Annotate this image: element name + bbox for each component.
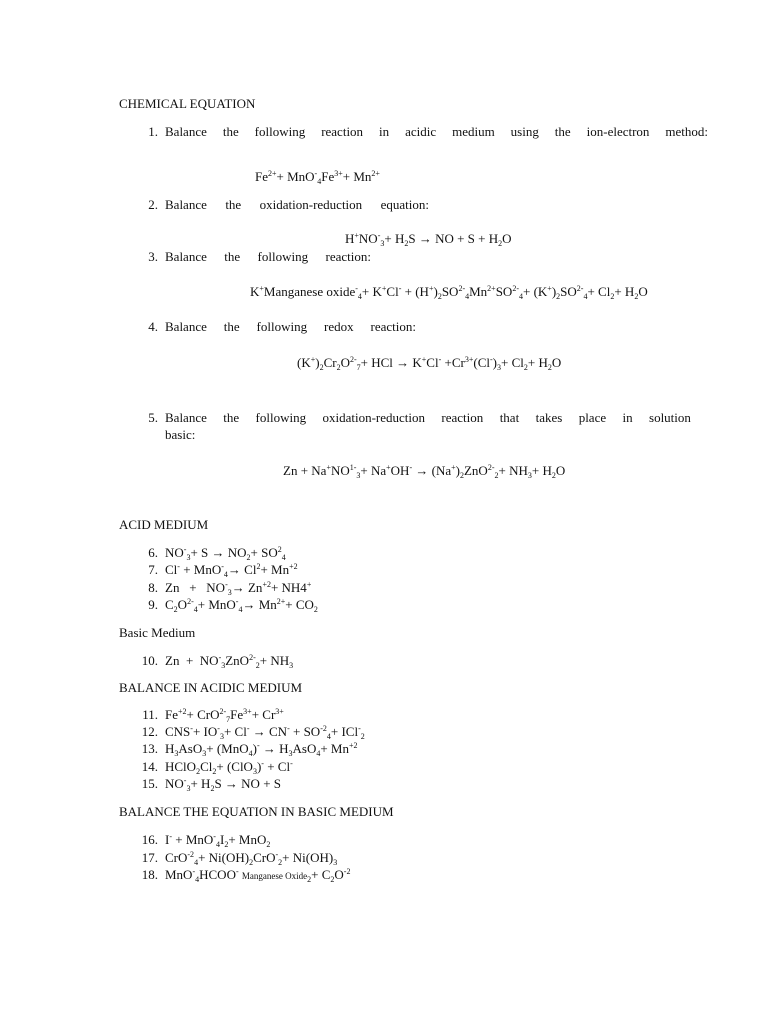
item-number: 12.	[141, 724, 158, 739]
equation-13: $H_3AsO_3+ (MnO_4)^- \to H_3AsO_4+ Mn^{+2}$	[165, 741, 358, 758]
equation-10: $Zn + NO^-_3ZnO^{2-}_2+ NH_3$	[165, 653, 294, 670]
item-number: 18.	[141, 867, 158, 882]
question-5-text: Balance the following oxidation-reduction reaction that takes place in solution	[165, 410, 691, 425]
section-heading-basic-medium: Basic Medium	[119, 625, 196, 640]
question-number: 3.	[148, 249, 158, 264]
equation-3: K+Manganese oxide-$_4$+ $K^+Cl^- + (H^+)_2SO^{2-}_4Mn^{2+}SO^{2-}_4+ (K^+)_2SO^{2-}_4+ Cl_2+ H_2O$	[250, 284, 648, 301]
item-number: 13.	[141, 741, 158, 756]
item-number: 17.	[141, 850, 158, 865]
item-number: 11.	[142, 707, 158, 722]
equation-18: MnO-$_4$HCOO- Manganese Oxide$_2$+ $C_2O^{-2}$	[165, 867, 351, 884]
item-number: 15.	[141, 776, 158, 791]
item-number: 10.	[141, 653, 158, 668]
equation-6: $NO^-_3+ S \to NO_2+ SO^2_4$	[165, 545, 286, 562]
question-4-text: Balance the following redox reaction:	[165, 319, 416, 334]
item-number: 14.	[141, 759, 158, 774]
equation-15: $NO^-_3+ H_2S$ → NO + S	[165, 776, 282, 793]
section-heading-balance-acidic: BALANCE IN ACIDIC MEDIUM	[119, 680, 303, 695]
equation-1: $Fe^{2+}+ MnO^-_4Fe^{3+}+ Mn^{2+}$	[255, 169, 380, 186]
item-number: 9.	[148, 597, 158, 612]
section-heading-balance-basic: BALANCE THE EQUATION IN BASIC MEDIUM	[119, 804, 394, 819]
question-1-text: Balance the following reaction in acidic medium using the ion-electron method:	[165, 124, 708, 139]
equation-7: $Cl^- + MnO^-_4\to Cl^2+ Mn^{+2}$	[165, 562, 298, 579]
equation-2: $H^+NO^-_3+ H_2S$ → NO + $S + H_2O$	[345, 231, 512, 248]
item-number: 8.	[148, 580, 158, 595]
item-number: 6.	[148, 545, 158, 560]
question-5-continuation: basic:	[165, 427, 196, 442]
item-number: 16.	[141, 832, 158, 847]
equation-9: $C_2O^{2-}_4+ MnO^-_4\to Mn^{2+}+ CO_2$	[165, 597, 318, 614]
question-3-text: Balance the following reaction:	[165, 249, 371, 264]
question-number: 2.	[148, 197, 158, 212]
item-number: 7.	[148, 562, 158, 577]
equation-4: $(K^+)_2Cr_2O^{2-}_7+$ HCl → $K^+Cl^- +Cr^{3+}(Cl^-)_3+ Cl_2+ H_2O$	[297, 355, 562, 372]
question-number: 5.	[148, 410, 158, 425]
question-number: 4.	[148, 319, 158, 334]
equation-11: $Fe^{+2}+ CrO^{2-}_7Fe^{3+}+ Cr^{3+}$	[165, 707, 284, 724]
equation-17: $CrO^{-2}_4+ Ni(OH)_2CrO^-_2+ Ni(OH)_3$	[165, 850, 338, 867]
question-number: 1.	[148, 124, 158, 139]
equation-5: $Zn + Na^+NO^{1-}_3+ Na^+OH^- \to (Na^+)_2ZnO^{2-}_2+ NH_3+ H_2O$	[283, 463, 566, 480]
equation-12: $CNS^-+ IO^-_3+ Cl^- \to CN^- + SO^{-2}_4+ ICl^-_2$	[165, 724, 365, 741]
question-2-text: Balance the oxidation-reduction equation:	[165, 197, 429, 212]
section-heading-acid-medium: ACID MEDIUM	[119, 517, 209, 532]
equation-8: $Zn + NO^-_3\to Zn^{+2}+ NH4^+$	[165, 580, 312, 597]
section-heading-chemical-equation: CHEMICAL EQUATION	[119, 96, 256, 111]
equation-16: $I^- + MnO^-_4I_2+ MnO_2$	[165, 832, 271, 849]
equation-14: $HClO_2Cl_2+ (ClO_3)^- + Cl^-$	[165, 759, 293, 776]
